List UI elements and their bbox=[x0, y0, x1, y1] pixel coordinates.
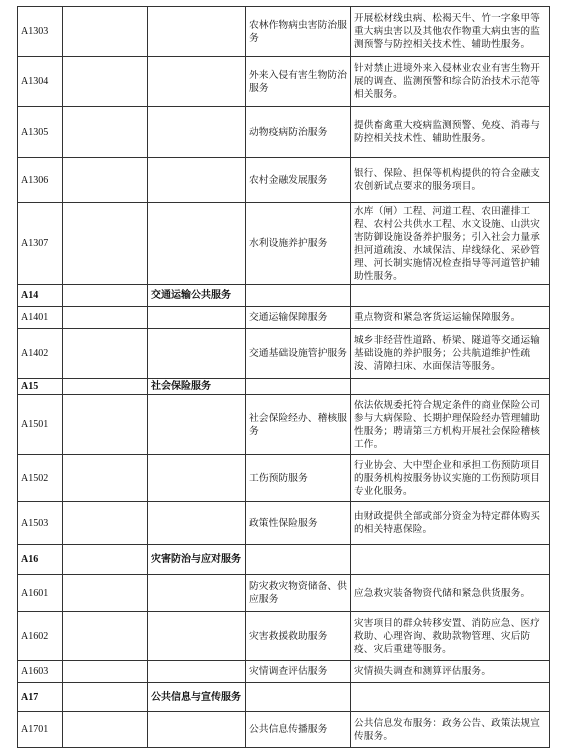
service-description: 重点物资和紧急客货运运输保障服务。 bbox=[351, 307, 550, 329]
empty-cell bbox=[351, 545, 550, 575]
empty-cell bbox=[148, 395, 246, 455]
service-description: 银行、保险、担保等机构提供的符合金融支农创新试点要求的服务项目。 bbox=[351, 158, 550, 203]
empty-cell bbox=[63, 285, 148, 307]
empty-cell bbox=[63, 575, 148, 612]
empty-cell bbox=[351, 285, 550, 307]
service-description: 针对禁止进境外来入侵林业农业有害生物开展的调查、监测预警和综合防治技术示范等相关服务。 bbox=[351, 57, 550, 107]
item-code: A1602 bbox=[18, 612, 63, 661]
empty-cell bbox=[63, 545, 148, 575]
table-row bbox=[18, 502, 550, 545]
empty-cell bbox=[148, 203, 246, 285]
service-name: 灾情调查评估服务 bbox=[246, 661, 351, 683]
item-code: A1501 bbox=[18, 395, 63, 455]
service-description: 由财政提供全部或部分资金为特定群体购买的相关特惠保险。 bbox=[351, 502, 550, 545]
empty-cell bbox=[351, 683, 550, 712]
category-code: A16 bbox=[18, 545, 63, 575]
service-description: 依法依规委托符合规定条件的商业保险公司参与大病保险、长期护理保险经办管理辅助性服务；聘请第三方机构开展社会保险稽核工作。 bbox=[351, 395, 550, 455]
item-code: A1503 bbox=[18, 502, 63, 545]
service-description: 城乡非经营性道路、桥梁、隧道等交通运输基础设施的养护服务；公共航道维护性疏浚、清障扫床、水面保洁等服务。 bbox=[351, 329, 550, 379]
service-name: 动物疫病防治服务 bbox=[246, 107, 351, 158]
table-row bbox=[18, 395, 550, 455]
service-name: 农村金融发展服务 bbox=[246, 158, 351, 203]
table-row bbox=[18, 7, 550, 57]
category-name: 交通运输公共服务 bbox=[148, 285, 246, 307]
service-name: 灾害救援救助服务 bbox=[246, 612, 351, 661]
table-row bbox=[18, 158, 550, 203]
empty-cell bbox=[63, 661, 148, 683]
empty-cell bbox=[148, 661, 246, 683]
empty-cell bbox=[351, 379, 550, 395]
empty-cell bbox=[148, 455, 246, 502]
service-description: 公共信息发布服务：政务公告、政策法规宣传服务。 bbox=[351, 712, 550, 748]
service-description: 灾情损失调查和测算评估服务。 bbox=[351, 661, 550, 683]
empty-cell bbox=[63, 203, 148, 285]
category-name: 公共信息与宣传服务 bbox=[148, 683, 246, 712]
service-name: 工伤预防服务 bbox=[246, 455, 351, 502]
table-row bbox=[18, 107, 550, 158]
category-name: 社会保险服务 bbox=[148, 379, 246, 395]
empty-cell bbox=[148, 7, 246, 57]
service-description: 水库（闸）工程、河道工程、农田灌排工程、农村公共供水工程、水文设施、山洪灾害防御设施设备养护服务；引入社会力量承担河道疏浚、水域保洁、岸线绿化、采砂管理、河长制实施情况检查指导等河道管护辅助性服务。 bbox=[351, 203, 550, 285]
service-description: 提供畜禽重大疫病监测预警、免疫、消毒与防控相关技术性、辅助性服务。 bbox=[351, 107, 550, 158]
table-row bbox=[18, 455, 550, 502]
empty-cell bbox=[63, 57, 148, 107]
service-name: 公共信息传播服务 bbox=[246, 712, 351, 748]
table-row bbox=[18, 612, 550, 661]
service-name: 政策性保险服务 bbox=[246, 502, 351, 545]
empty-cell bbox=[63, 7, 148, 57]
item-code: A1304 bbox=[18, 57, 63, 107]
service-name: 交通运输保障服务 bbox=[246, 307, 351, 329]
table-row bbox=[18, 203, 550, 285]
empty-cell bbox=[148, 502, 246, 545]
service-description: 开展松材线虫病、松褐天牛、竹一字象甲等重大病虫害以及其他农作物重大病虫害的监测预警与防控相关技术性、辅助性服务。 bbox=[351, 7, 550, 57]
empty-cell bbox=[148, 612, 246, 661]
category-code: A15 bbox=[18, 379, 63, 395]
item-code: A1601 bbox=[18, 575, 63, 612]
empty-cell bbox=[63, 307, 148, 329]
service-description: 应急救灾装备物资代储和紧急供货服务。 bbox=[351, 575, 550, 612]
category-row bbox=[18, 379, 550, 395]
category-row bbox=[18, 545, 550, 575]
empty-cell bbox=[148, 712, 246, 748]
service-catalog-table bbox=[17, 6, 550, 748]
empty-cell bbox=[246, 379, 351, 395]
service-description: 灾害项目的群众转移安置、消防应急、医疗救助、心理咨询、救助款物管理、灾后防疫、灾后重建等服务。 bbox=[351, 612, 550, 661]
item-code: A1306 bbox=[18, 158, 63, 203]
table-row bbox=[18, 307, 550, 329]
empty-cell bbox=[148, 329, 246, 379]
empty-cell bbox=[63, 502, 148, 545]
category-code: A14 bbox=[18, 285, 63, 307]
empty-cell bbox=[63, 712, 148, 748]
table-row bbox=[18, 712, 550, 748]
service-name: 防灾救灾物资储备、供应服务 bbox=[246, 575, 351, 612]
service-name: 外来入侵有害生物防治服务 bbox=[246, 57, 351, 107]
empty-cell bbox=[63, 612, 148, 661]
empty-cell bbox=[63, 158, 148, 203]
service-name: 交通基础设施管护服务 bbox=[246, 329, 351, 379]
service-description: 行业协会、大中型企业和承担工伤预防项目的服务机构按服务协议实施的工伤预防项目专业化服务。 bbox=[351, 455, 550, 502]
empty-cell bbox=[148, 57, 246, 107]
table-row bbox=[18, 329, 550, 379]
empty-cell bbox=[148, 107, 246, 158]
item-code: A1303 bbox=[18, 7, 63, 57]
empty-cell bbox=[246, 545, 351, 575]
empty-cell bbox=[246, 683, 351, 712]
item-code: A1402 bbox=[18, 329, 63, 379]
category-row bbox=[18, 683, 550, 712]
item-code: A1305 bbox=[18, 107, 63, 158]
table-row bbox=[18, 661, 550, 683]
empty-cell bbox=[63, 329, 148, 379]
item-code: A1502 bbox=[18, 455, 63, 502]
empty-cell bbox=[148, 158, 246, 203]
empty-cell bbox=[63, 395, 148, 455]
category-code: A17 bbox=[18, 683, 63, 712]
empty-cell bbox=[63, 455, 148, 502]
item-code: A1603 bbox=[18, 661, 63, 683]
service-name: 水利设施养护服务 bbox=[246, 203, 351, 285]
category-name: 灾害防治与应对服务 bbox=[148, 545, 246, 575]
category-row bbox=[18, 285, 550, 307]
service-name: 社会保险经办、稽核服务 bbox=[246, 395, 351, 455]
table-row bbox=[18, 575, 550, 612]
item-code: A1701 bbox=[18, 712, 63, 748]
item-code: A1401 bbox=[18, 307, 63, 329]
empty-cell bbox=[246, 285, 351, 307]
service-name: 农林作物病虫害防治服务 bbox=[246, 7, 351, 57]
empty-cell bbox=[63, 683, 148, 712]
empty-cell bbox=[148, 307, 246, 329]
empty-cell bbox=[148, 575, 246, 612]
empty-cell bbox=[63, 379, 148, 395]
item-code: A1307 bbox=[18, 203, 63, 285]
empty-cell bbox=[63, 107, 148, 158]
table-row bbox=[18, 57, 550, 107]
